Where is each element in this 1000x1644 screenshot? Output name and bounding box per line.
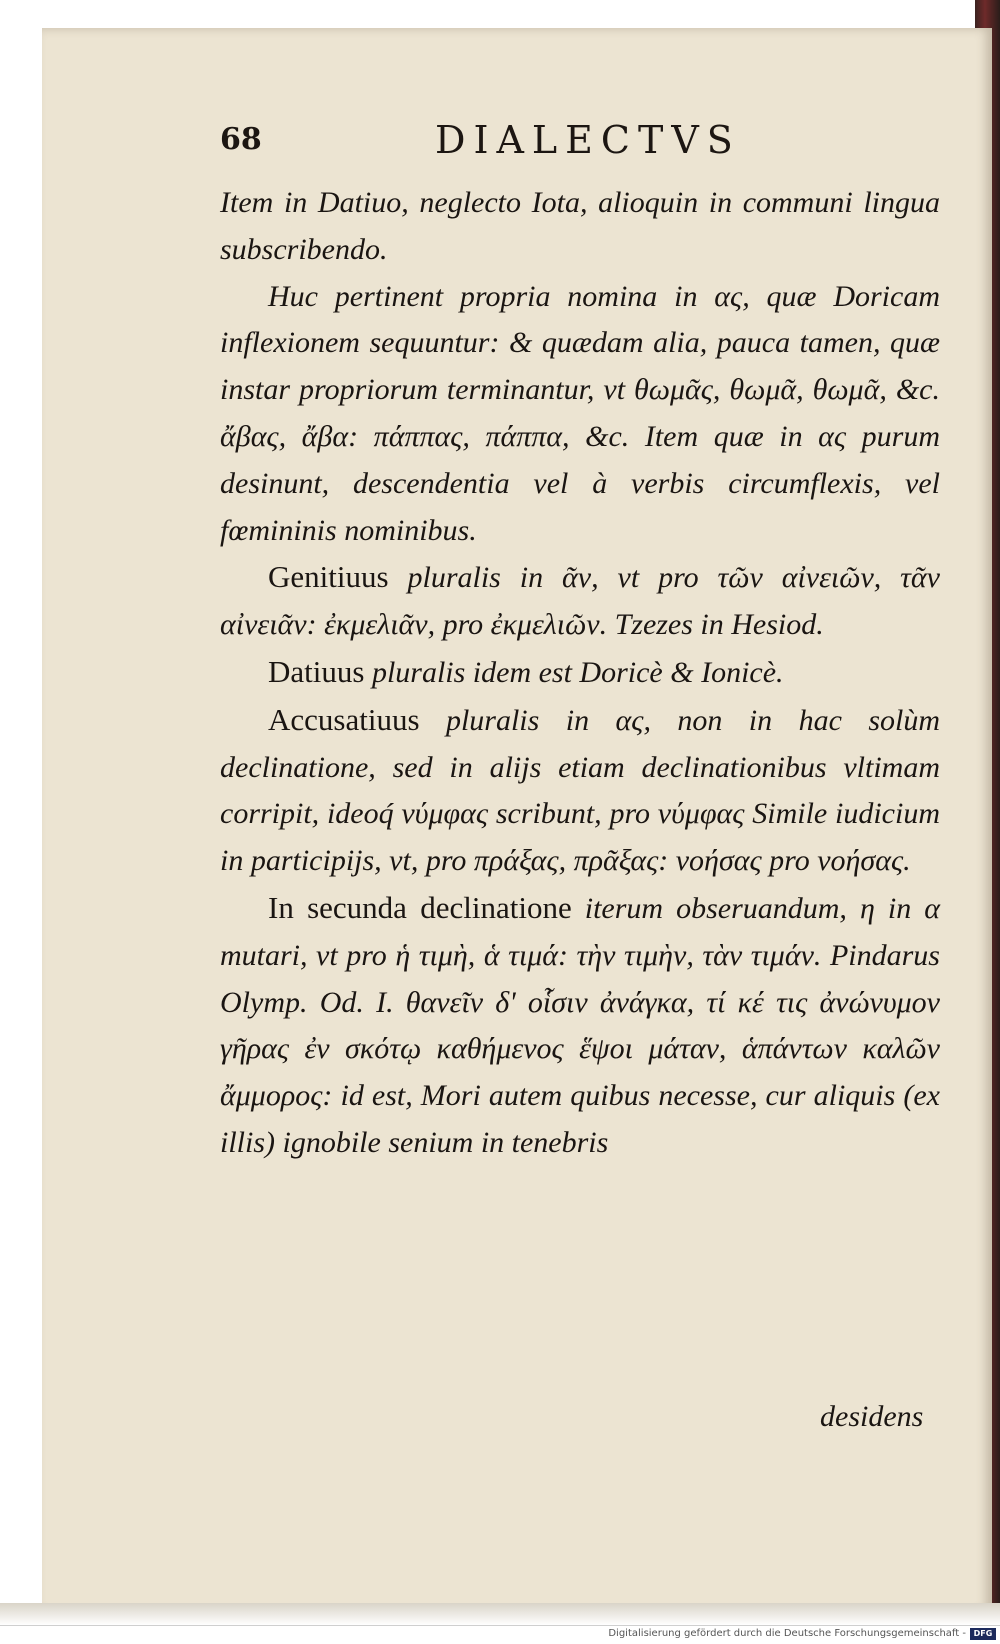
paragraph-text: iterum obseruandum, η in α mutari, vt pro ἡ τιμὴ, ἁ τιμά: τὴν τιμὴν, τὰν τιμάν. Pindarus Olymp. Od. I. θανεῖν δ' οἷσιν ἀνάγκα, τί κέ τις ἀνώνυμον γῆρας ἐν σκότῳ καθήμενος ἕψοι μάταν, ἁπάντων καλῶν ἄμμορος: id est, Mori autem quibus necesse, cur aliquis (ex illis) ignobile senium in tenebris	[220, 891, 940, 1159]
footer-bar	[0, 1625, 1000, 1644]
paragraph	[220, 649, 940, 697]
paragraph-text: pluralis in ας, non in hac solùm declinatione, sed in alijs etiam declinationibus vltimam corripit, ideoq́ νύμφας scribunt, pro νύμφας Simile iudicium in participijs, vt, pro πράξας, πρᾶξας: νοήσας pro νοήσας.	[220, 703, 940, 878]
paragraph	[220, 885, 940, 1167]
running-head	[220, 118, 920, 168]
paragraph-lead: Datiuus	[268, 653, 365, 689]
body-text	[220, 180, 940, 1167]
catchword: desidens	[820, 1400, 924, 1433]
paragraph-text: pluralis in ᾶν, vt pro τῶν αἰνειῶν, τᾶν αἰνειᾶν: ἐκμελιᾶν, pro ἐκμελιῶν. Tzezes in Hesiod.	[220, 561, 940, 642]
paragraph	[220, 697, 940, 885]
paragraph	[220, 274, 940, 555]
running-head-title: DIALECTVS	[435, 118, 741, 162]
footer-credit: Digitalisierung gefördert durch die Deutsche Forschungsgemeinschaft -	[608, 1628, 966, 1639]
paragraph	[220, 554, 940, 649]
paragraph	[220, 180, 940, 274]
paragraph-lead: In secunda declinatione	[268, 889, 572, 925]
paragraph-lead: Accusatiuus	[268, 701, 420, 737]
paragraph-lead: Genitiuus	[268, 559, 389, 595]
dfg-logo: DFG	[970, 1628, 996, 1640]
page-number: 68	[220, 122, 262, 157]
paragraph-text: Item in Datiuo, neglecto Iota, alioquin in communi lingua subscribendo.	[220, 186, 940, 266]
page-shadow	[0, 1603, 1000, 1625]
paragraph-text: Huc pertinent propria nomina in ας, quæ Doricam inflexionem sequuntur: & quædam alia, pauca tamen, quæ instar propriorum terminantur, vt θωμᾶς, θωμᾶ, θωμᾶ, &c. ἄβας, ἄβα: πάππας, πάππα, &c. Item quæ in ας purum desinunt, descendentia vel à verbis circumflexis, vel fœmininis nominibus.	[220, 279, 940, 547]
paragraph-text: pluralis idem est Doricè & Ionicè.	[364, 655, 784, 689]
